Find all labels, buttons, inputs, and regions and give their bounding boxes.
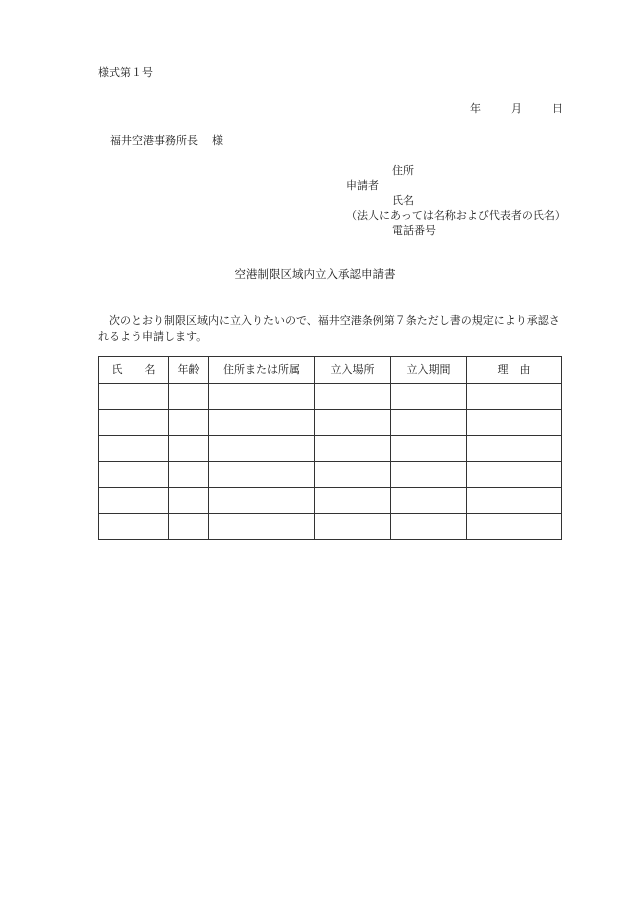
table-cell[interactable] [209, 410, 315, 436]
table-cell[interactable] [467, 514, 562, 540]
form-number: 様式第１号 [98, 66, 153, 79]
table-cell[interactable] [99, 462, 169, 488]
table-cell[interactable] [99, 514, 169, 540]
table-row [99, 514, 562, 540]
header-place: 立入場所 [315, 357, 391, 384]
table-cell[interactable] [391, 384, 467, 410]
table-cell[interactable] [467, 410, 562, 436]
table-cell[interactable] [209, 488, 315, 514]
table-cell[interactable] [315, 410, 391, 436]
recipient [110, 134, 223, 149]
table-cell[interactable] [315, 462, 391, 488]
table-cell[interactable] [99, 384, 169, 410]
address-label: 住所 [392, 164, 414, 177]
table-cell[interactable] [209, 436, 315, 462]
header-name: 氏 名 [99, 357, 169, 384]
table-cell[interactable] [391, 514, 467, 540]
table-cell[interactable] [391, 410, 467, 436]
table-row [99, 488, 562, 514]
document-title: 空港制限区域内立入承認申請書 [234, 267, 396, 281]
table-row [99, 410, 562, 436]
table-cell[interactable] [169, 514, 209, 540]
table-cell[interactable] [99, 410, 169, 436]
entry-table [98, 356, 562, 540]
table-cell[interactable] [169, 462, 209, 488]
table-cell[interactable] [169, 488, 209, 514]
body-text: 次のとおり制限区域内に立入りたいので、福井空港条例第７条ただし書の規定により承認されるよう申請します。 [98, 314, 560, 343]
recipient-name: 福井空港事務所長 [110, 134, 198, 147]
table-cell[interactable] [467, 384, 562, 410]
table-row [99, 384, 562, 410]
date-month: 月 [511, 102, 522, 115]
table-header-row [99, 357, 562, 384]
table-cell[interactable] [169, 384, 209, 410]
table-cell[interactable] [99, 436, 169, 462]
table-body [99, 384, 562, 540]
table-cell[interactable] [99, 488, 169, 514]
table-cell[interactable] [467, 488, 562, 514]
header-period: 立入期間 [391, 357, 467, 384]
table-cell[interactable] [315, 514, 391, 540]
table-cell[interactable] [209, 462, 315, 488]
header-address: 住所または所属 [209, 357, 315, 384]
recipient-honorific: 様 [212, 134, 223, 147]
date-day: 日 [552, 102, 563, 115]
table-cell[interactable] [169, 410, 209, 436]
table-cell[interactable] [391, 488, 467, 514]
table-cell[interactable] [467, 462, 562, 488]
table-cell[interactable] [169, 436, 209, 462]
table-cell[interactable] [467, 436, 562, 462]
date-year: 年 [470, 102, 481, 115]
table-cell[interactable] [315, 384, 391, 410]
table-row [99, 436, 562, 462]
table-cell[interactable] [391, 436, 467, 462]
table-cell[interactable] [315, 488, 391, 514]
applicant-label: 申請者 [346, 179, 379, 192]
name-note: （法人にあっては名称および代表者の氏名） [346, 209, 566, 222]
table-cell[interactable] [315, 436, 391, 462]
table-cell[interactable] [209, 514, 315, 540]
table-cell[interactable] [209, 384, 315, 410]
name-label: 氏名 [392, 194, 414, 207]
phone-label: 電話番号 [392, 224, 436, 237]
table-cell[interactable] [391, 462, 467, 488]
header-reason: 理 由 [467, 357, 562, 384]
header-age: 年齢 [169, 357, 209, 384]
table-row [99, 462, 562, 488]
date-line [466, 102, 563, 117]
